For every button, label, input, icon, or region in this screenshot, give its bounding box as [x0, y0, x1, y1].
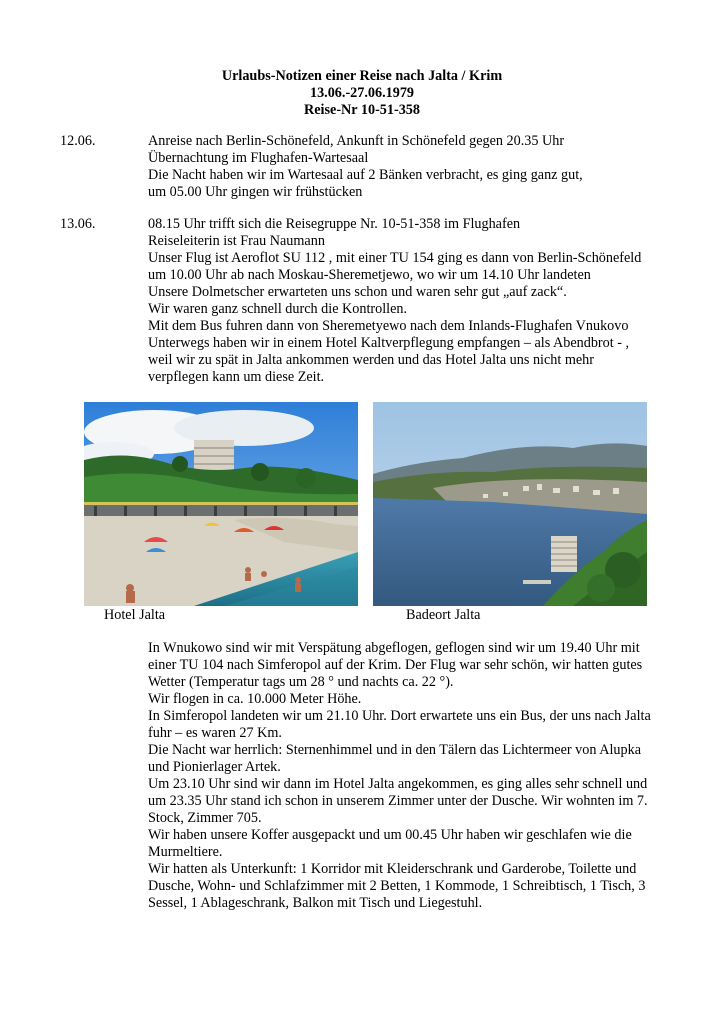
continuation-text	[148, 640, 688, 912]
text-line: Murmeltiere.	[148, 844, 223, 860]
text-line: fuhr – es waren 27 Km.	[148, 725, 282, 741]
entry-line: Unterwegs haben wir in einem Hotel Kaltverpflegung empfangen – als Abendbrot - ,	[148, 335, 630, 351]
entry-text	[148, 216, 688, 386]
text-line: um 23.35 Uhr stand ich schon in unserem Zimmer unter der Dusche. Wir wohnten im 7.	[148, 793, 648, 809]
text-line: Dusche, Wohn- und Schlafzimmer mit 2 Betten, 1 Kommode, 1 Schreibtisch, 1 Tisch, 3	[148, 878, 646, 894]
badeort-jalta-photo	[373, 402, 647, 606]
entry-line: um 05.00 Uhr gingen wir frühstücken	[148, 184, 363, 200]
entry-line: Anreise nach Berlin-Schönefeld, Ankunft in Schönefeld gegen 20.35 Uhr	[148, 133, 565, 149]
text-line: Wir hatten als Unterkunft: 1 Korridor mit Kleiderschrank und Garderobe, Toilette und	[148, 861, 637, 877]
text-line: In Simferopol landeten wir um 21.10 Uhr. Dort erwartete uns ein Bus, der uns nach Jalta	[148, 708, 651, 724]
entry-line: Die Nacht haben wir im Wartesaal auf 2 Bänken verbracht, es ging ganz gut,	[148, 167, 583, 183]
entry-line: Unsere Dolmetscher erwarteten uns schon und waren sehr gut „auf zack“.	[148, 284, 567, 300]
entry-line: Reiseleiterin ist Frau Naumann	[148, 233, 325, 249]
entry-line: Unser Flug ist Aeroflot SU 112 , mit einer TU 154 ging es dann von Berlin-Schönefeld	[148, 250, 642, 266]
title-dates: 13.06.-27.06.1979	[309, 85, 415, 101]
hotel-jalta-photo	[84, 402, 358, 606]
text-line: Wir flogen in ca. 10.000 Meter Höhe.	[148, 691, 362, 707]
entry-line: Mit dem Bus fuhren dann von Sheremetyewo nach dem Inlands-Flughafen Vnukovo	[148, 318, 629, 334]
text-line: Um 23.10 Uhr sind wir dann im Hotel Jalta angekommen, es ging alles sehr schnell und	[148, 776, 648, 792]
text-line: Wir haben unsere Koffer ausgepackt und um 00.45 Uhr haben wir geschlafen wie die	[148, 827, 632, 843]
caption-hotel-jalta: Hotel Jalta	[104, 607, 166, 623]
entry-line: Wir waren ganz schnell durch die Kontrollen.	[148, 301, 408, 317]
entry-line: um 10.00 Uhr ab nach Moskau-Sheremetjewo, wo wir um 14.10 Uhr landeten	[148, 267, 591, 283]
text-line: Stock, Zimmer 705.	[148, 810, 262, 826]
document-title	[0, 68, 724, 119]
caption-badeort-jalta: Badeort Jalta	[406, 607, 481, 623]
title-line-1: Urlaubs-Notizen einer Reise nach Jalta / Krim	[221, 68, 503, 84]
text-line: und Pionierlager Artek.	[148, 759, 281, 775]
entry-line: weil wir zu spät in Jalta ankommen werden und das Hotel Jalta uns nicht mehr	[148, 352, 595, 368]
entry-line: verpflegen kann um diese Zeit.	[148, 369, 325, 385]
text-line: Die Nacht war herrlich: Sternenhimmel und in den Tälern das Lichtermeer von Alupka	[148, 742, 641, 758]
text-line: Wetter (Temperatur tags um 28 ° und nachts ca. 22 °).	[148, 674, 454, 690]
title-trip-number: Reise-Nr 10-51-358	[304, 102, 420, 118]
text-line: In Wnukowo sind wir mit Verspätung abgeflogen, geflogen sind wir um 19.40 Uhr mit	[148, 640, 640, 656]
entry-text	[148, 133, 688, 201]
text-line: Sessel, 1 Ablageschrank, Balkon mit Tisch und Liegestuhl.	[148, 895, 483, 911]
entry-date: 13.06.	[60, 216, 96, 232]
entry-line: Übernachtung im Flughafen-Wartesaal	[148, 150, 369, 166]
entry-date: 12.06.	[60, 133, 96, 149]
entry-line: 08.15 Uhr trifft sich die Reisegruppe Nr. 10-51-358 im Flughafen	[148, 216, 521, 232]
text-line: einer TU 104 nach Simferopol auf der Krim. Der Flug war sehr schön, wir hatten gutes	[148, 657, 643, 673]
